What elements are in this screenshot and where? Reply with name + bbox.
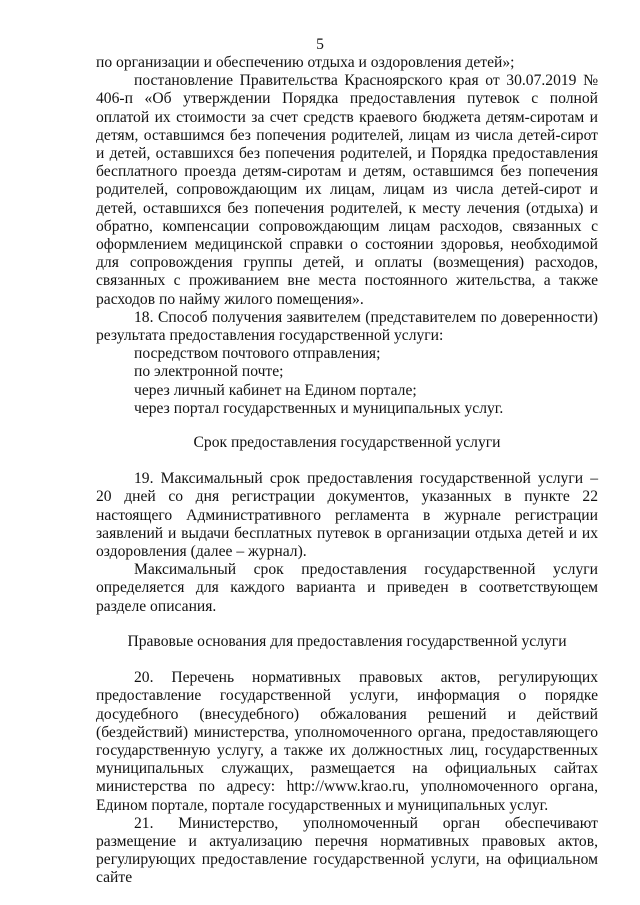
paragraph-resolution-406p: постановление Правительства Красноярского края от 30.07.2019 № 406-п «Об утверждении Порядка предоставления путевок с полной оплатой их стоимости за счет средств краевого бюджета детям-сиротам и детям, оставшимся без попечения родителей, лицам из числа детей-сирот и детей, оставшихся без попечения родителей, и Порядка предоставления бесплатного проезда детям-сиротам и детям, оставшимся без попечения родителей, сопровождающим их лицам, лицам из числа детей-сирот и детей, оставшихся без попечения родителей, к месту лечения (отдыха) и обратно, компенсации сопровождающим лицам расходов, связанных с оформлением медицинской справки о состоянии здоровья, необходимой для сопровождения группы детей, и оплаты (возмещения) расходов, связанных с проживанием вне места постоянного жительства, а также расходов по найму жилого помещения». (96, 72, 598, 308)
paragraph-19: 19. Максимальный срок предоставления государственной услуги – 20 дней со дня регистрации документов, указанных в пункте 22 настоящего Административного регламента в журнале регистрации заявлений и выдачи бесплатных путевок в организации отдыха детей и их оздоровления (далее – журнал). (96, 470, 598, 561)
document-body (96, 54, 598, 888)
paragraph-20: 20. Перечень нормативных правовых актов, регулирующих предоставление государственной услуги, информация о порядке досудебного (внесудебного) обжалования решений и действий (бездействий) министерства, уполномоченного органа, предоставляющего государственную услугу, а также их должностных лиц, государственных муниципальных служащих, размещается на официальных сайтах министерства по адресу: http://www.krao.ru, уполномоченного органа, Едином портале, портале государственных и муниципальных услуг. (96, 669, 598, 814)
list-item-postal: посредством почтового отправления; (134, 345, 381, 363)
section-heading-term: Срок предоставления государственной услуги (193, 434, 501, 452)
list-item-email: по электронной почте; (134, 363, 284, 381)
paragraph-18: 18. Способ получения заявителем (представителем по доверенности) результата предоставления государственной услуги: (96, 308, 598, 345)
paragraph-21: 21. Министерство, уполномоченный орган обеспечивают размещение и актуализацию перечня нормативных правовых актов, регулирующих предоставление государственной услуги, на официальном сайте (96, 814, 598, 887)
list-item-services-portal: через портал государственных и муниципальных услуг. (134, 399, 504, 417)
list-item-personal-cabinet: через личный кабинет на Едином портале; (134, 381, 417, 399)
page-number: 5 (316, 36, 324, 53)
paragraph-continuation: по организации и обеспечению отдыха и оздоровления детей»; (96, 54, 515, 71)
section-heading-legal-basis: Правовые основания для предоставления государственной услуги (127, 632, 567, 650)
paragraph-max-term: Максимальный срок предоставления государственной услуги определяется для каждого варианта и приведен в соответствующем разделе описания. (96, 561, 598, 615)
